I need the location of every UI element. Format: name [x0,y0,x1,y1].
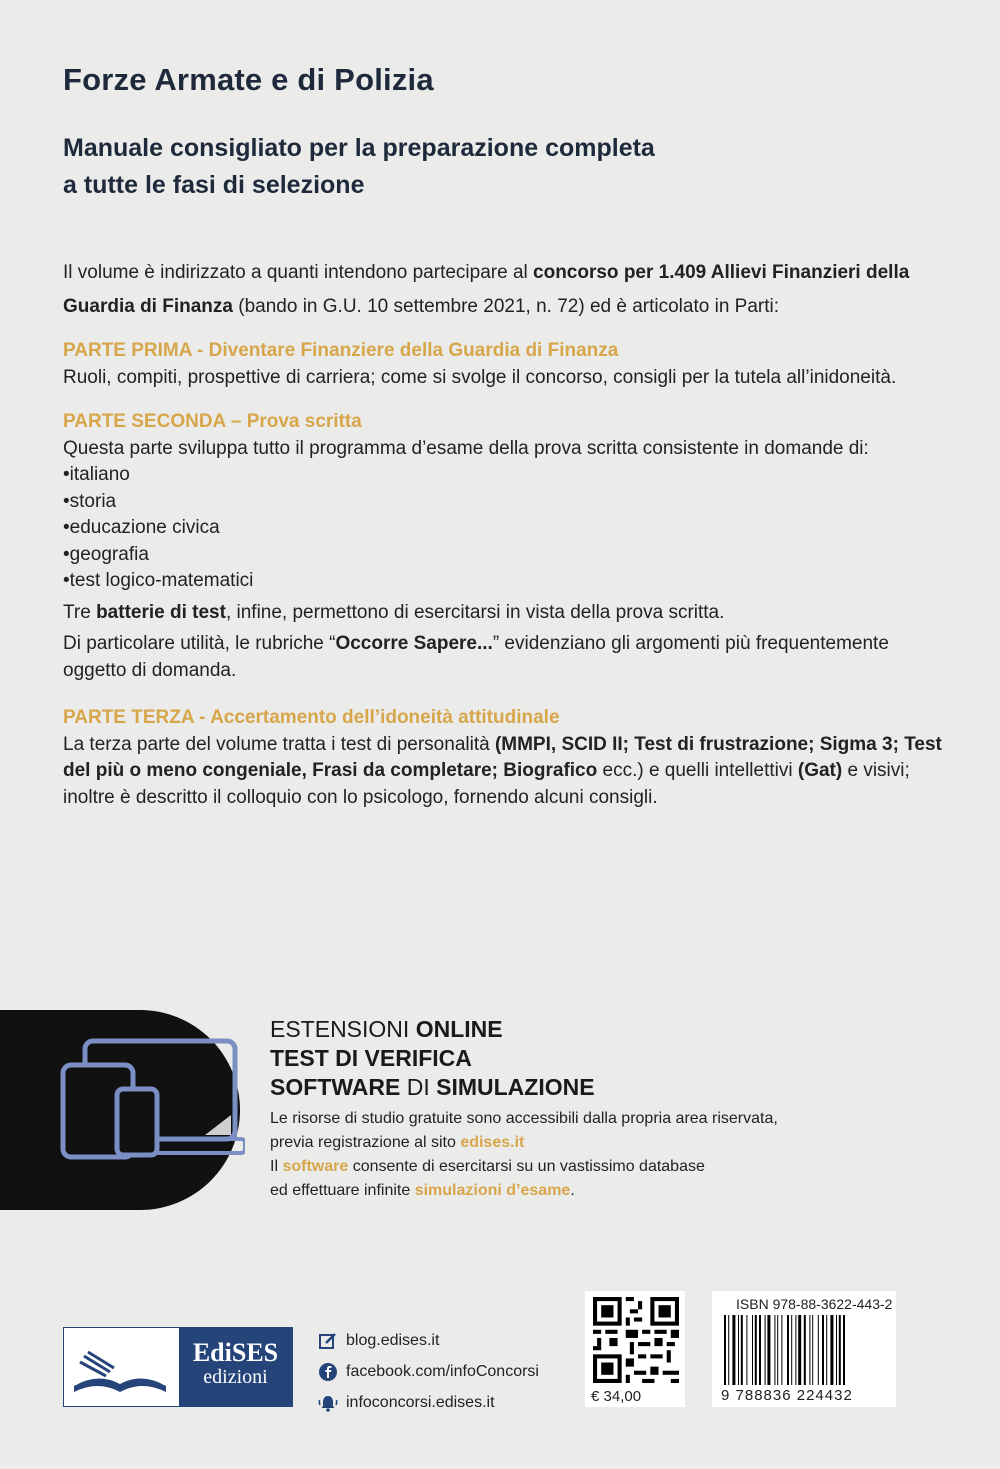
edit-icon [318,1331,338,1351]
list-item: • storia [63,489,943,516]
desc-line [270,1131,790,1155]
isbn-label: ISBN 978-88-3622-443-2 [736,1296,893,1312]
occorre-sapere-text [63,631,943,684]
list-item: • geografia [63,542,943,569]
facebook-link[interactable]: facebook.com/infoConcorsi [346,1363,539,1380]
parte-seconda-text: Questa parte sviluppa tutto il programma d’esame della prova scritta consistente in domande di: [63,437,869,459]
text-highlight: software [282,1158,349,1175]
text-bold: (Gat) [797,760,843,781]
isbn-barcode-box [712,1291,896,1407]
list-item: • italiano [63,462,943,489]
text-bold: SOFTWARE [270,1074,401,1100]
blog-link-row[interactable] [318,1325,539,1356]
qr-code-icon [593,1297,679,1383]
text-fragment: ” evidenziano gli argomenti più frequentemente oggetto di domanda. [63,633,889,681]
list-item: • test logico-matematici [63,568,943,595]
extensions-title [270,1015,595,1102]
facebook-icon [318,1362,338,1382]
edises-link[interactable]: edises.it [460,1134,525,1151]
barcode-number: 9 788836 224432 [721,1387,853,1404]
list-item: • educazione civica [63,515,943,542]
text-fragment: Di particolare utilità, le rubriche “ [63,633,336,654]
subject-list [63,462,943,595]
parte-prima [63,338,943,391]
intro-text: Il volume è indirizzato a quanti intendono partecipare al [63,262,534,283]
parte-prima-heading: PARTE PRIMA - Diventare Finanziere della Guardia di Finanza [63,340,619,361]
facebook-link-row[interactable] [318,1356,539,1387]
extensions-line-2: TEST DI VERIFICA [270,1045,472,1071]
book-subtitle [63,130,763,204]
parte-seconda [63,409,943,684]
text-fragment: , infine, permettono di esercitarsi in vista della prova scritta. [225,601,725,623]
test-batteries-text [63,600,943,627]
text-fragment: consente di esercitarsi su un vastissimo database [348,1158,705,1175]
text-fragment: ESTENSIONI [270,1016,416,1042]
text-fragment: ecc.) e quelli intellettivi [597,760,798,781]
parte-terza-heading: PARTE TERZA - Accertamento dell’idoneità attitudinale [63,707,560,728]
text-fragment: e visivi; inoltre è descritto il colloquio con lo psicologo, fornendo alcuni consigli. [63,760,910,808]
parte-terza-text [63,732,943,812]
price-label: € 34,00 [591,1388,642,1405]
text-bold: Occorre Sapere... [335,633,493,654]
subtitle-line-2: a tutte le fasi di selezione [63,171,365,199]
blog-link[interactable]: blog.edises.it [346,1332,440,1349]
publisher-logo [63,1327,293,1407]
parte-prima-text: Ruoli, compiti, prospettive di carriera; come si svolge il concorso, consigli per la tutela all’inidoneità. [63,366,897,388]
text-fragment: La terza parte del volume tratta i test di personalità [63,733,495,755]
text-bold: ONLINE [415,1016,503,1042]
desc-line [270,1179,790,1203]
parte-seconda-heading: PARTE SECONDA – Prova scritta [63,411,362,432]
bell-icon [318,1393,338,1413]
subtitle-line-1: Manuale consigliato per la preparazione completa [63,134,655,162]
desc-line: Le risorse di studio gratuite sono accessibili dalla propria area riservata, [270,1110,778,1127]
extensions-line-3 [270,1073,595,1102]
text-fragment: previa registrazione al sito [270,1134,461,1151]
contact-links [318,1325,539,1418]
text-highlight: simulazioni d’esame [414,1182,571,1199]
text-fragment: DI [400,1074,437,1100]
site-link[interactable]: infoconcorsi.edises.it [346,1394,495,1411]
text-fragment: Il [270,1158,283,1175]
intro-paragraph [63,256,943,324]
text-fragment: ed effettuare infinite [270,1182,415,1199]
series-title: Forze Armate e di Polizia [63,62,434,97]
publisher-sub: edizioni [203,1366,268,1388]
publisher-name: EdiSES [192,1338,279,1367]
barcode-icon [724,1315,890,1385]
text-bold: SIMULAZIONE [436,1074,595,1100]
devices-icon [55,1035,245,1165]
intro-text-end: (bando in G.U. 10 settembre 2021, n. 72) ed è articolato in Parti: [232,296,780,317]
open-book-icon [70,1342,170,1400]
site-link-row[interactable] [318,1387,539,1418]
text-bold: (MMPI, SCID II; Test di frustrazione; Sigma 3; Test del più o meno congeniale, Frasi da completare; Biografico [63,733,942,781]
qr-code-box [585,1291,685,1407]
extensions-description [270,1107,790,1203]
text-bold: batterie di test [96,601,226,623]
publisher-name-panel [179,1328,292,1406]
text-fragment: Tre [63,601,97,623]
extensions-line-1 [270,1015,595,1044]
intro-bold: concorso per 1.409 Allievi Finanzieri della Guardia di Finanza [63,262,910,317]
parte-terza [63,705,943,811]
text-fragment: . [570,1182,575,1199]
desc-line [270,1155,790,1179]
